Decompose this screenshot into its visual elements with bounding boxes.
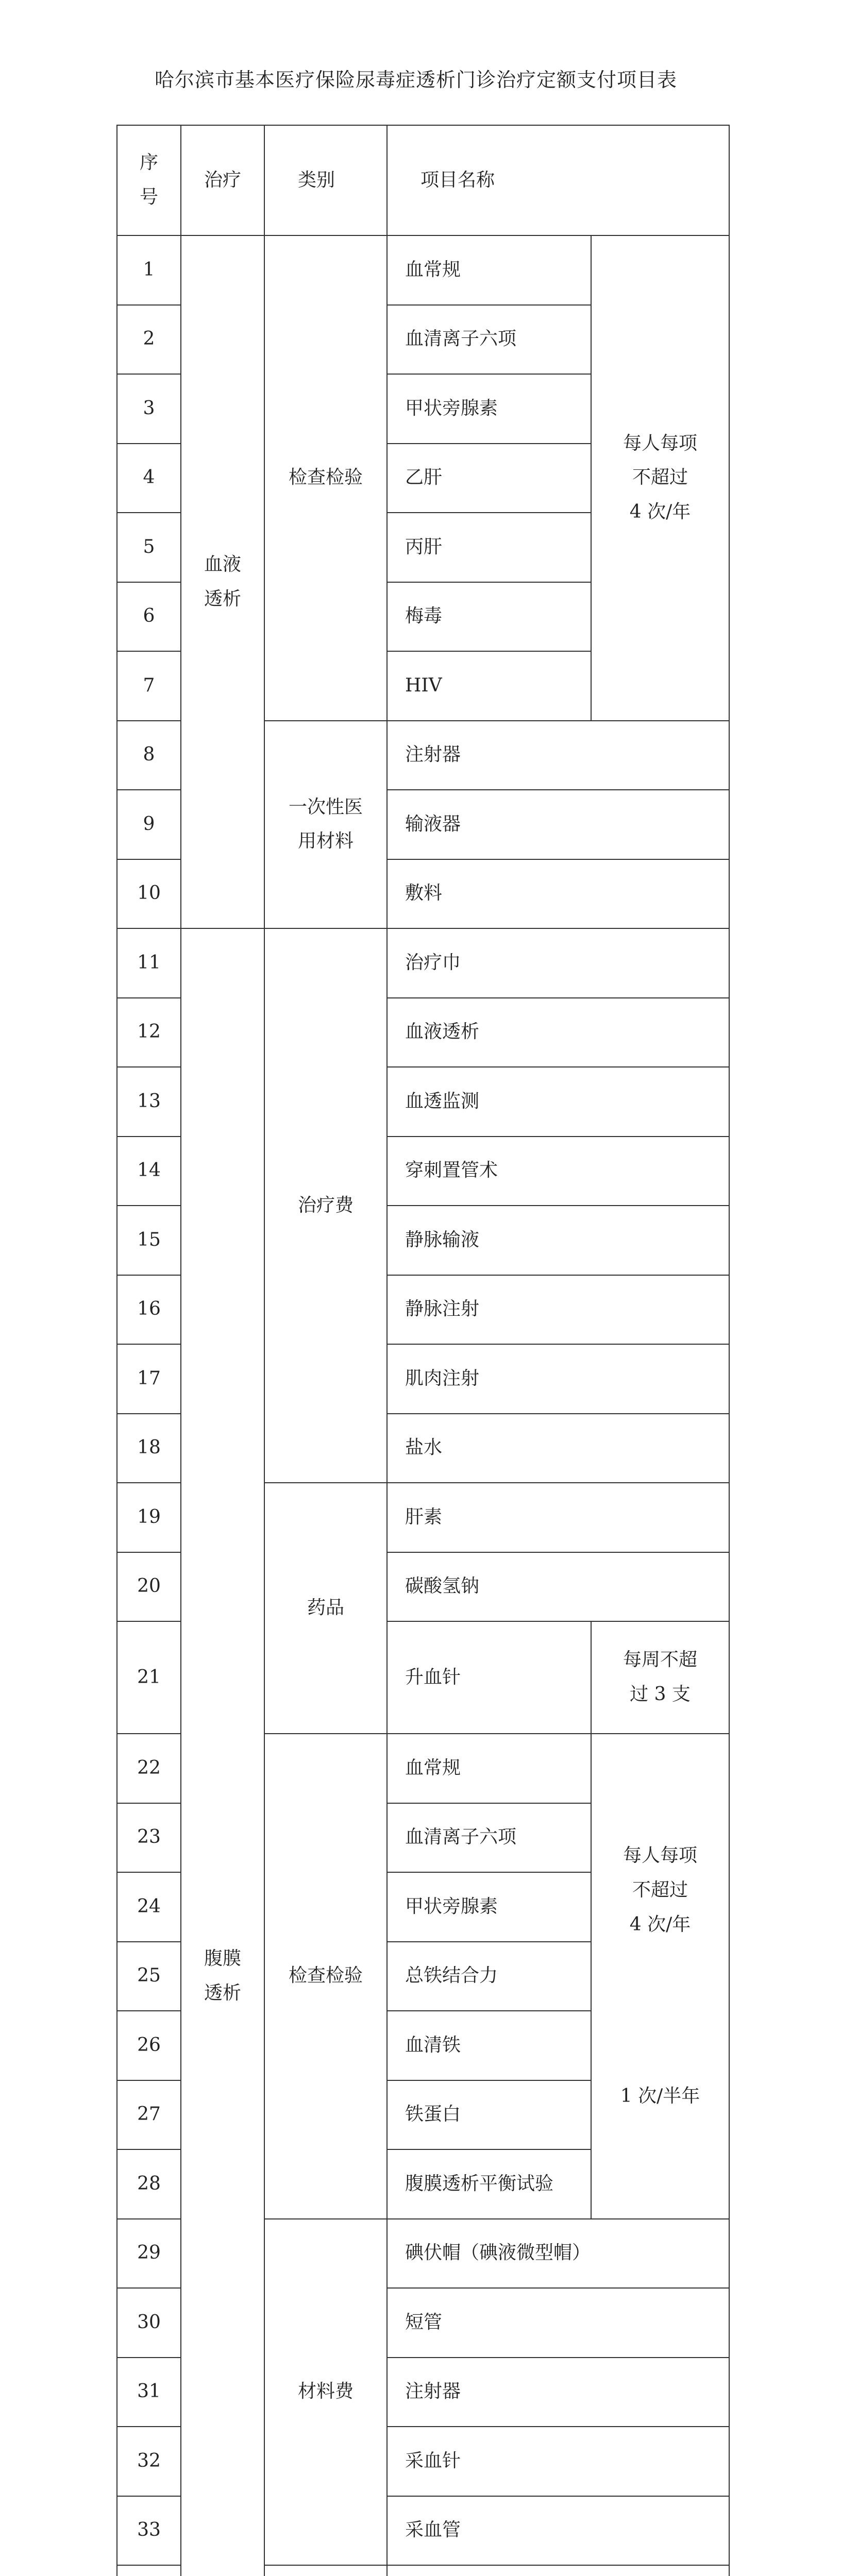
row-index: 32 <box>116 2426 181 2497</box>
row-index: 28 <box>116 2149 181 2219</box>
header-category: 类别 <box>264 125 388 236</box>
row-index: 8 <box>116 720 181 791</box>
item-name: 注射器 <box>386 2357 730 2428</box>
limit-note: 每周不超 过 3 支 <box>591 1621 730 1734</box>
item-name <box>386 2565 730 2576</box>
item-name: 总铁结合力 <box>386 1941 592 2012</box>
row-index: 25 <box>116 1941 181 2012</box>
row-index: 24 <box>116 1872 181 1942</box>
row-index: 9 <box>116 789 181 860</box>
header-item-name: 项目名称 <box>386 125 730 236</box>
category-cell: 药品 <box>264 1482 388 1734</box>
treatment-group: 腹膜 透析 <box>180 928 265 2576</box>
item-name: 静脉注射 <box>386 1275 730 1345</box>
item-name: 肌肉注射 <box>386 1344 730 1414</box>
category-cell <box>264 2565 388 2576</box>
document-title: 哈尔滨市基本医疗保险尿毒症透析门诊治疗定额支付项目表 <box>155 69 678 91</box>
category-cell: 检查检验 <box>264 1733 388 2219</box>
row-index: 31 <box>116 2357 181 2428</box>
item-name: 肝素 <box>386 1482 730 1553</box>
header-treatment: 治疗 <box>180 125 265 236</box>
row-index: 11 <box>116 928 181 998</box>
row-index: 17 <box>116 1344 181 1414</box>
row-index: 19 <box>116 1482 181 1553</box>
row-index: 30 <box>116 2287 181 2358</box>
row-index: 6 <box>116 582 181 652</box>
row-index: 20 <box>116 1552 181 1622</box>
item-name: 输液器 <box>386 789 730 860</box>
item-name: 血透监测 <box>386 1066 730 1137</box>
row-index: 4 <box>116 443 181 514</box>
row-index: 26 <box>116 2010 181 2081</box>
row-index: 16 <box>116 1275 181 1345</box>
row-index: 27 <box>116 2080 181 2150</box>
row-index: 23 <box>116 1803 181 1873</box>
category-cell: 治疗费 <box>264 928 388 1483</box>
item-name: 盐水 <box>386 1413 730 1484</box>
category-cell: 检查检验 <box>264 235 388 721</box>
item-name: 静脉输液 <box>386 1205 730 1276</box>
item-name: 短管 <box>386 2287 730 2358</box>
item-name: 血常规 <box>386 235 592 306</box>
item-name: 丙肝 <box>386 512 592 583</box>
item-name: HIV <box>386 651 592 721</box>
item-name: 升血针 <box>386 1621 592 1734</box>
item-name: 碘伏帽（碘液微型帽） <box>386 2218 730 2289</box>
item-name: 治疗巾 <box>386 928 730 998</box>
item-name: 铁蛋白 <box>386 2080 592 2150</box>
item-name: 乙肝 <box>386 443 592 514</box>
item-name: 腹膜透析平衡试验 <box>386 2149 592 2219</box>
row-index: 1 <box>116 235 181 306</box>
row-index: 15 <box>116 1205 181 1276</box>
item-name: 敷料 <box>386 859 730 929</box>
row-index: 2 <box>116 304 181 375</box>
item-name: 甲状旁腺素 <box>386 374 592 444</box>
row-index: 5 <box>116 512 181 583</box>
item-name: 血清铁 <box>386 2010 592 2081</box>
row-index: 33 <box>116 2496 181 2566</box>
item-name: 碳酸氢钠 <box>386 1552 730 1622</box>
row-index: 29 <box>116 2218 181 2289</box>
item-name: 穿刺置管术 <box>386 1136 730 1207</box>
row-index: 12 <box>116 997 181 1068</box>
row-index: 13 <box>116 1066 181 1137</box>
item-name: 血常规 <box>386 1733 592 1804</box>
treatment-group: 血液 透析 <box>180 235 265 929</box>
limit-note: 每人每项 不超过 4 次/年 <box>591 235 730 721</box>
item-name: 血清离子六项 <box>386 304 592 375</box>
category-cell: 材料费 <box>264 2218 388 2566</box>
item-name: 梅毒 <box>386 582 592 652</box>
row-index: 10 <box>116 859 181 929</box>
row-index: 18 <box>116 1413 181 1484</box>
item-name: 采血针 <box>386 2426 730 2497</box>
item-name: 血液透析 <box>386 997 730 1068</box>
row-index: 22 <box>116 1733 181 1804</box>
limit-note: 每人每项 不超过 4 次/年 1 次/半年 <box>591 1733 730 2219</box>
row-index <box>116 2565 181 2576</box>
header-index: 序 号 <box>116 125 181 236</box>
item-name: 采血管 <box>386 2496 730 2566</box>
item-name: 注射器 <box>386 720 730 791</box>
row-index: 7 <box>116 651 181 721</box>
row-index: 14 <box>116 1136 181 1207</box>
item-name: 甲状旁腺素 <box>386 1872 592 1942</box>
category-cell: 一次性医 用材料 <box>264 720 388 929</box>
row-index: 3 <box>116 374 181 444</box>
row-index: 21 <box>116 1621 181 1734</box>
item-name: 血清离子六项 <box>386 1803 592 1873</box>
